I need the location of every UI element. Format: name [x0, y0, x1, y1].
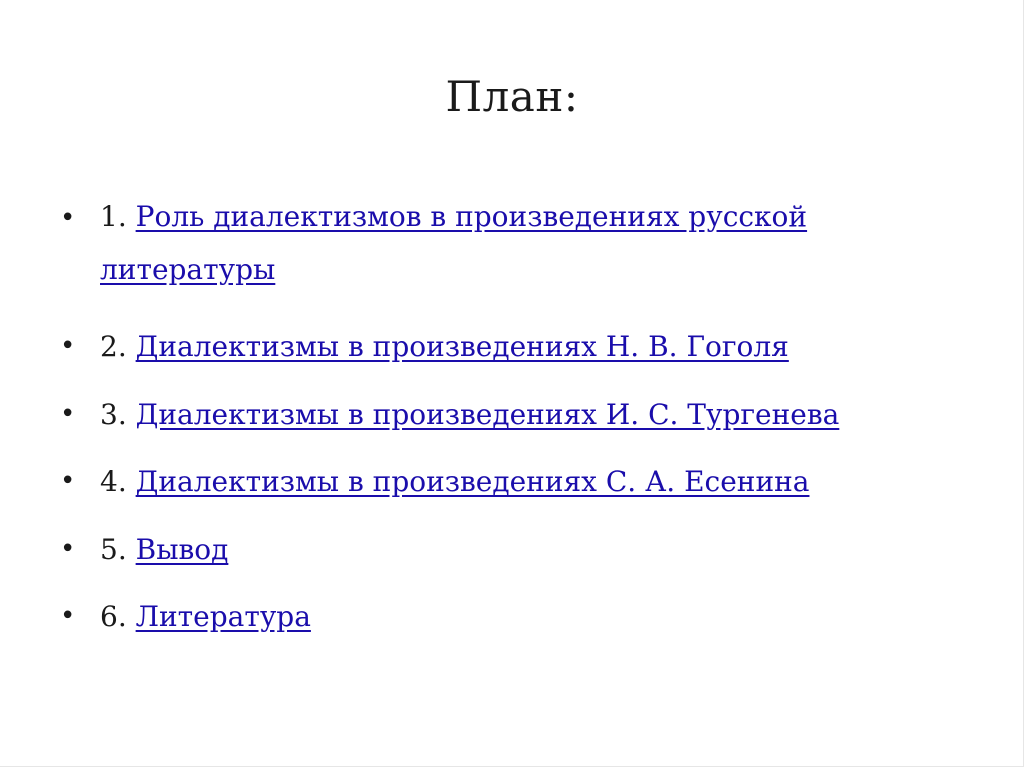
plan-link-5[interactable]: Вывод — [135, 532, 229, 566]
list-item — [60, 331, 960, 363]
plan-link-2[interactable]: Диалектизмы в произведениях Н. В. Гоголя — [135, 330, 789, 364]
list-item — [60, 534, 960, 566]
bullet-icon: • — [60, 601, 76, 632]
plan-list — [60, 190, 960, 634]
list-item — [60, 399, 960, 431]
list-item — [60, 601, 960, 633]
list-item — [60, 190, 960, 296]
plan-link-1[interactable]: Роль диалектизмов в произведениях русской литературы — [100, 200, 808, 287]
plan-link-6[interactable]: Литература — [135, 600, 311, 634]
item-number: 3. — [100, 397, 136, 431]
item-number: 6. — [100, 600, 136, 634]
item-number: 1. — [100, 200, 136, 233]
item-number: 5. — [100, 532, 136, 566]
list-item — [60, 466, 960, 498]
bullet-icon: • — [60, 203, 76, 233]
plan-link-4[interactable]: Диалектизмы в произведениях С. А. Есенина — [135, 465, 810, 499]
item-number: 4. — [100, 465, 136, 499]
slide-title: План: — [445, 72, 579, 121]
bullet-icon: • — [60, 533, 76, 564]
bullet-icon: • — [60, 398, 76, 429]
plan-link-3[interactable]: Диалектизмы в произведениях И. С. Тургенева — [135, 397, 840, 431]
bullet-icon: • — [60, 331, 76, 362]
item-number: 2. — [100, 330, 136, 364]
bullet-icon: • — [60, 466, 76, 497]
